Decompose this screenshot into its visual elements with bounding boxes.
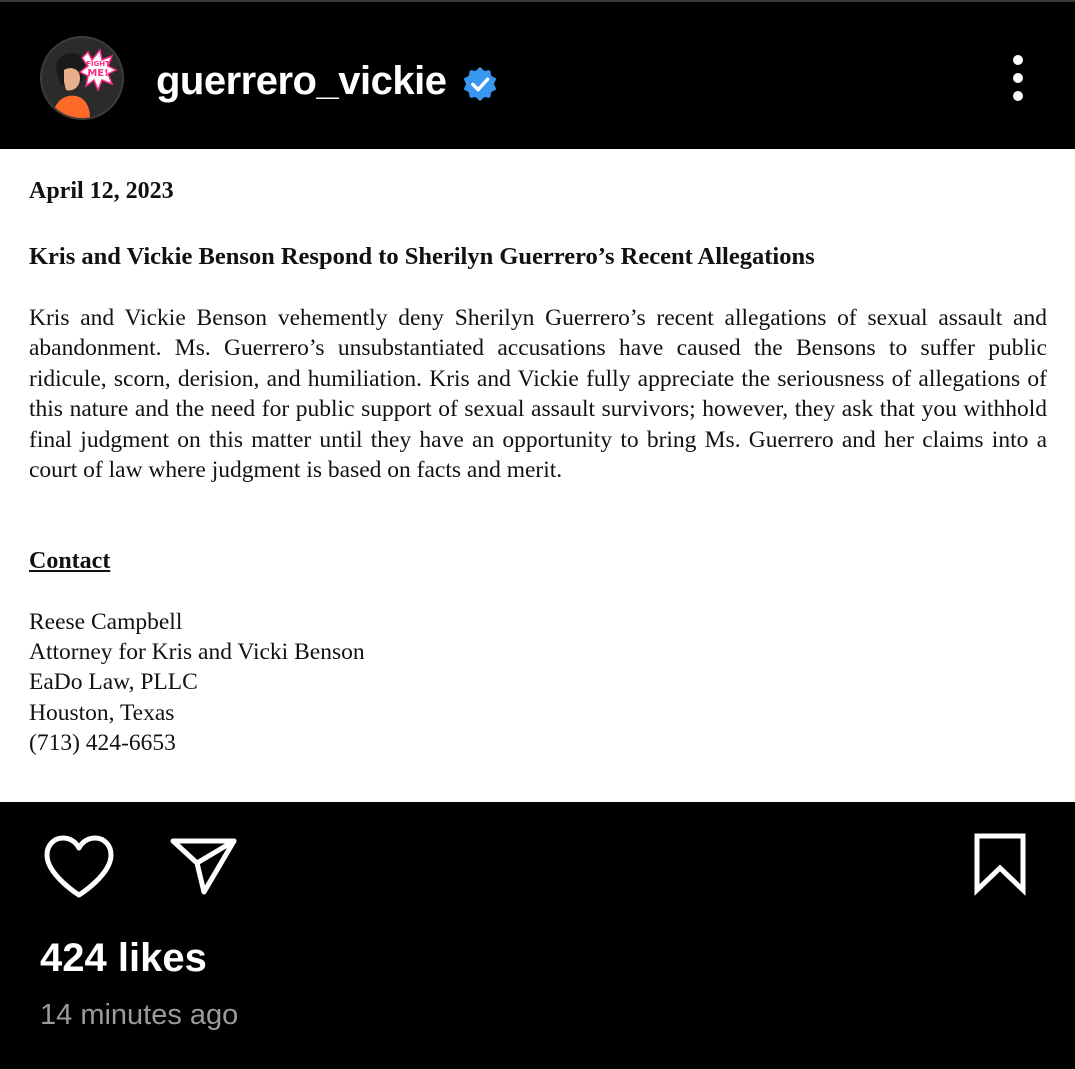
contact-location: Houston, Texas: [29, 699, 175, 726]
username[interactable]: guerrero_vickie: [156, 59, 447, 103]
verified-badge-icon: [461, 65, 499, 103]
contact-phone: (713) 424-6653: [29, 729, 176, 756]
post-timestamp: 14 minutes ago: [40, 999, 239, 1031]
contact-heading: Contact: [29, 548, 111, 574]
contact-name: Reese Campbell: [29, 609, 183, 635]
contact-firm: EaDo Law, PLLC: [29, 669, 198, 696]
avatar[interactable]: [40, 36, 124, 120]
svg-text:FIGHT: FIGHT: [86, 60, 110, 68]
contact-title: Attorney for Kris and Vicki Benson: [29, 639, 365, 666]
avatar-image: [42, 38, 122, 118]
svg-text:ME!: ME!: [87, 68, 109, 79]
document-date: April 12, 2023: [29, 178, 174, 204]
document-body: Kris and Vickie Benson vehemently deny Sherilyn Guerrero’s recent allegations of sexual assault and abandonment. Ms. Guerrero’s unsubstantiated accusations have caused the Bensons to suffer public ridicule, scorn, derision, and humiliation. Kris and Vickie fully appreciate the seriousness of allegations of this nature and the need for public support of sexual assault survivors; however, they ask that you withhold final judgment on this matter until they have an opportunity to bring Ms. Guerrero and her claims into a court of law where judgment is based on facts and merit.: [29, 305, 1047, 484]
more-options-icon[interactable]: [1000, 52, 1036, 104]
heart-icon[interactable]: [42, 834, 116, 900]
contact-block: [29, 607, 365, 758]
likes-count[interactable]: 424 likes: [40, 936, 207, 980]
document-heading: Kris and Vickie Benson Respond to Sherilyn Guerrero’s Recent Allegations: [29, 243, 815, 270]
post-image-document[interactable]: [0, 149, 1075, 802]
bookmark-icon[interactable]: [970, 832, 1030, 896]
post-header: [0, 2, 1075, 149]
share-icon[interactable]: [168, 832, 240, 898]
post-actions: [0, 802, 1075, 1069]
